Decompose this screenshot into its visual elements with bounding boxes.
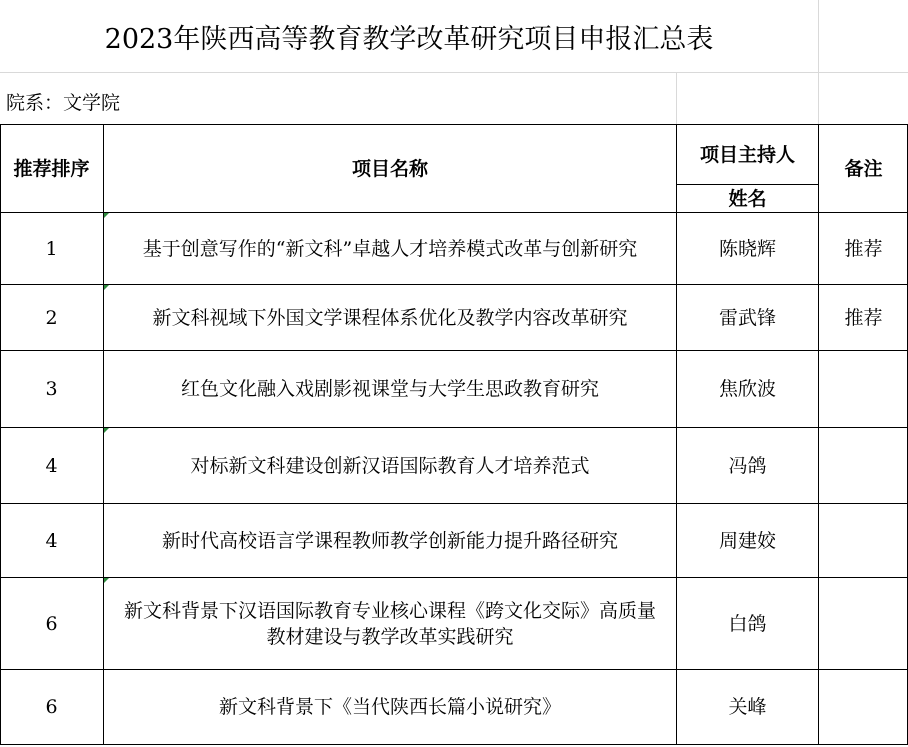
table-border: [0, 577, 908, 578]
cell-marker-icon: [104, 578, 109, 583]
table-cell-remark[interactable]: 推荐: [844, 306, 883, 329]
table-cell-host[interactable]: 陈晓辉: [718, 237, 776, 260]
table-cell-rank[interactable]: 6: [45, 696, 58, 718]
table-border: [818, 124, 819, 745]
table-border: [0, 124, 908, 125]
table-cell-rank[interactable]: 6: [45, 612, 58, 635]
table-cell-project-name[interactable]: 基于创意写作的“新文科”卓越人才培养模式改革与创新研究: [142, 237, 638, 260]
table-cell-rank[interactable]: 1: [45, 237, 58, 260]
table-border: [0, 124, 1, 745]
gridline: [818, 0, 819, 125]
table-border: [0, 669, 908, 670]
table-border: [677, 184, 818, 185]
header-rank[interactable]: 推荐排序: [13, 157, 90, 180]
header-host-name[interactable]: 姓名: [728, 187, 767, 210]
gridline: [0, 72, 908, 73]
table-cell-rank[interactable]: 4: [45, 454, 58, 477]
header-project-name[interactable]: 项目名称: [351, 157, 428, 180]
table-border: [676, 124, 677, 745]
table-cell-rank[interactable]: 2: [45, 306, 58, 329]
table-cell-host[interactable]: 周建姣: [718, 529, 776, 552]
cell-marker-icon: [104, 428, 109, 433]
table-cell-host[interactable]: 白鸽: [728, 612, 767, 635]
table-border: [0, 350, 908, 351]
table-border: [0, 503, 908, 504]
header-host[interactable]: 项目主持人: [699, 143, 795, 166]
table-cell-remark[interactable]: [819, 351, 908, 427]
table-cell-remark[interactable]: [819, 578, 908, 669]
table-border: [0, 744, 908, 745]
table-cell-project-name[interactable]: 新文科背景下《当代陕西长篇小说研究》: [218, 696, 561, 718]
table-cell-project-name[interactable]: 新时代高校语言学课程教师教学创新能力提升路径研究: [161, 529, 618, 552]
table-cell-project-name[interactable]: 新文科背景下汉语国际教育专业核心课程《跨文化交际》高质量教材建设与教学改革实践研究: [123, 599, 656, 648]
department-label: 院系：文学院: [6, 92, 121, 114]
gridline: [676, 72, 677, 125]
table-cell-host[interactable]: 雷武锋: [718, 306, 776, 329]
table-cell-host[interactable]: 焦欣波: [718, 378, 776, 400]
table-cell-host[interactable]: 关峰: [728, 696, 767, 718]
table-border: [0, 284, 908, 285]
cell-marker-icon: [104, 213, 109, 218]
header-remark[interactable]: 备注: [844, 157, 883, 180]
page-title: 2023年陕西高等教育教学改革研究项目申报汇总表: [104, 23, 714, 55]
table-cell-remark[interactable]: [819, 504, 908, 577]
table-cell-project-name[interactable]: 新文科视域下外国文学课程体系优化及教学内容改革研究: [152, 306, 628, 329]
table-cell-host[interactable]: 冯鸽: [728, 454, 767, 477]
table-cell-remark[interactable]: [819, 670, 908, 744]
cell-marker-icon: [104, 285, 109, 290]
table-border: [0, 212, 908, 213]
table-cell-remark[interactable]: 推荐: [844, 237, 883, 260]
table-cell-rank[interactable]: 4: [45, 529, 58, 552]
table-border: [0, 427, 908, 428]
table-cell-rank[interactable]: 3: [45, 378, 58, 400]
table-cell-project-name[interactable]: 对标新文科建设创新汉语国际教育人才培养范式: [190, 454, 590, 477]
table-cell-project-name[interactable]: 红色文化融入戏剧影视课堂与大学生思政教育研究: [180, 378, 599, 400]
table-cell-remark[interactable]: [819, 428, 908, 503]
